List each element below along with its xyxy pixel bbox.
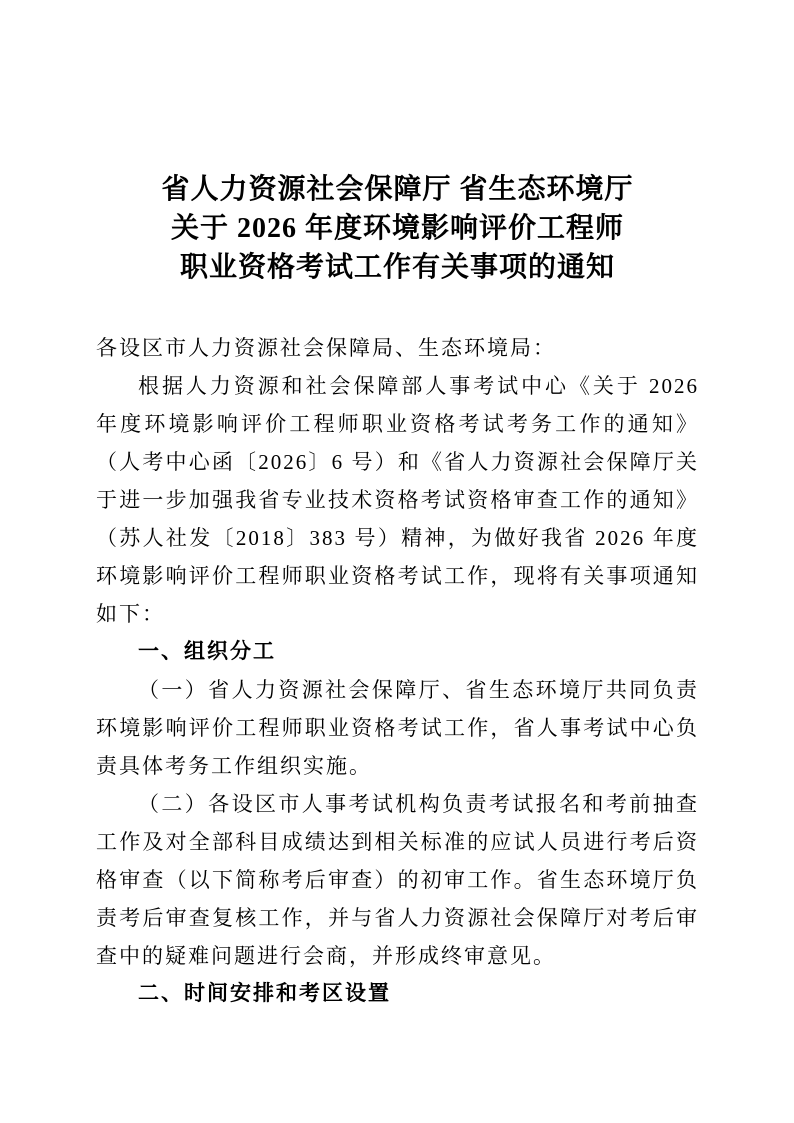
title-line-2: 关于 2026 年度环境影响评价工程师	[170, 213, 624, 244]
section-1-paragraph-1: （一）省人力资源社会保障厅、省生态环境厅共同负责环境影响评价工程师职业资格考试工作，省人事考试中心负责具体考务工作组织实施。	[96, 678, 699, 778]
intro-paragraph: 根据人力资源和社会保障部人事考试中心《关于 2026 年度环境影响评价工程师职业资格考试考务工作的通知》（人考中心函〔2026〕6 号）和《省人力资源社会保障厅关于进一步加强我省专业技术资格考试资格审查工作的通知》（苏人社发〔2018〕383 号）精神，为做好我省 2026 年度环境影响评价工程师职业资格考试工作，现将有关事项通知如下：	[96, 374, 699, 626]
title-line-1: 省人力资源社会保障厅 省生态环境厅	[161, 174, 634, 205]
section-heading-1: 一、组织分工	[138, 640, 276, 663]
document-title	[96, 170, 699, 287]
section-heading-2: 二、时间安排和考区设置	[138, 982, 391, 1005]
section-1-paragraph-2: （二）各设区市人事考试机构负责考试报名和考前抽查工作及对全部科目成绩达到相关标准的应试人员进行考后资格审查（以下简称考后审查）的初审工作。省生态环境厅负责考后审查复核工作，并与省人力资源社会保障厅对考后审查中的疑难问题进行会商，并形成终审意见。	[96, 792, 699, 968]
document-body	[96, 329, 699, 1013]
title-line-3: 职业资格考试工作有关事项的通知	[179, 252, 615, 283]
salutation-line: 各设区市人力资源社会保障局、生态环境局：	[96, 336, 556, 360]
